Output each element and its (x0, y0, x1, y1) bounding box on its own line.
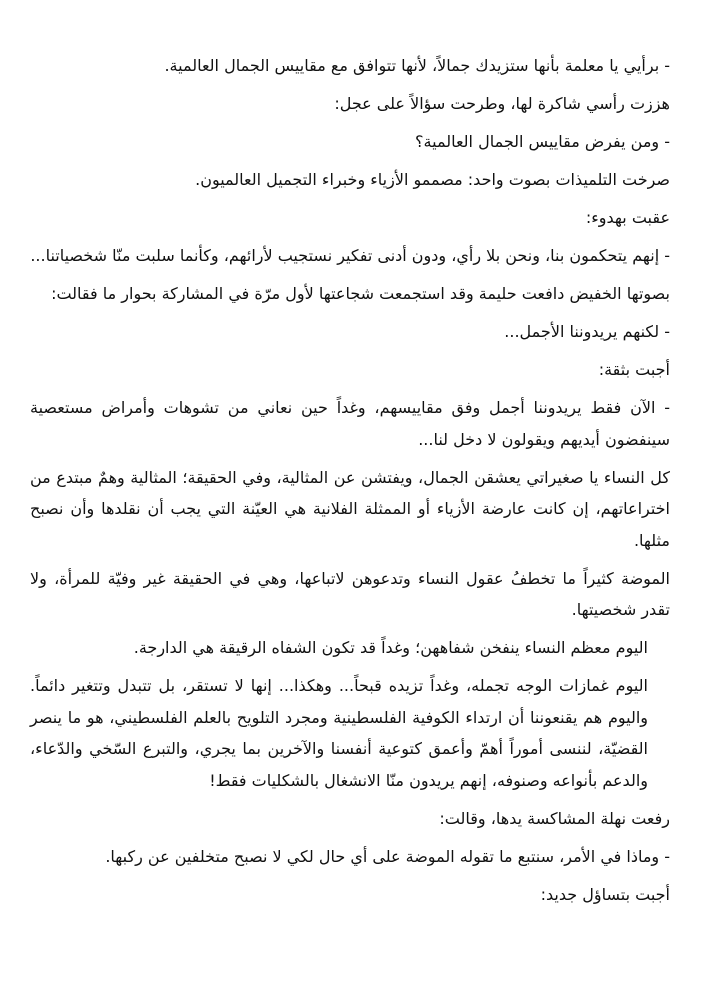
paragraph-17: أجبت بتساؤل جديد: (540, 884, 670, 904)
paragraph-2: هززت رأسي شاكرة لها، وطرحت سؤالاً على عجل: (334, 94, 670, 113)
paragraph-12: الموضة كثيراً ما تخطفُ عقول النساء وتدعوهن لاتباعها، وهي في الحقيقة غير وفيّة للمرأة، ولا تقدر شخصيتها. (30, 568, 670, 619)
paragraph-16: - وماذا في الأمر، سنتبع ما تقوله الموضة على أي حال لكي لا نصبح متخلفين عن ركبها. (105, 846, 670, 866)
paragraph-13: اليوم معظم النساء ينفخن شفاههن؛ وغداً قد تكون الشفاه الرقيقة هي الدارجة. (133, 638, 648, 657)
paragraph-7: بصوتها الخفيض دافعت حليمة وقد استجمعت شجاعتها لأول مرّة في المشاركة بحوار ما فقالت: (51, 284, 670, 303)
paragraph-8: - لكنهم يريدوننا الأجمل... (504, 322, 670, 341)
paragraph-6: - إنهم يتحكمون بنا، ونحن بلا رأي، ودون أدنى تفكير نستجيب لأرائهم، وكأنما سلبت منّا شخصياتنا... (30, 246, 670, 265)
paragraph-11: كل النساء يا صغيراتي يعشقن الجمال، ويفتشن عن المثالية، وفي الحقيقة؛ المثالية وهمٌ مبتدع من اختراعاتهم، إن كانت عارضة الأزياء أو الممثلة الفلانية هي العيّنة التي يجب أن نقلدها وأن نصبح مثلها. (30, 467, 670, 550)
paragraph-14: اليوم غمازات الوجه تجمله، وغداً تزيده قبحاً... وهكذا... إنها لا تستقر، بل تتبدل وتتغير دائماً. واليوم هم يقنعوننا أن ارتداء الكوفية الفلسطينية ومجرد التلويح بالعلم الفلسطيني، هو ما ينصر القضيّة، لننسى أموراً أهمّ وأعمق كتوعية أنفسنا والآخرين بما يجري، والتبرع السّخي والدّعاء، والدعم بأنواعه وصنوفه، إنهم يريدون منّا الانشغال بالشكليات فقط! (30, 676, 648, 790)
paragraph-1: - برأيي يا معلمة بأنها ستزيدك جمالاً، لأنها تتوافق مع مقاييس الجمال العالمية. (164, 56, 670, 75)
paragraph-3: - ومن يفرض مقاييس الجمال العالمية؟ (415, 132, 670, 151)
paragraph-10: - الآن فقط يريدوننا أجمل وفق مقاييسهم، وغداً حين نعاني من تشوهات وأمراض مستعصية سينفضون أيديهم ويقولون لا دخل لنا... (30, 398, 670, 449)
paragraph-5: عقبت بهدوء: (585, 208, 670, 227)
paragraph-15: رفعت نهلة المشاكسة يدها، وقالت: (439, 808, 670, 828)
paragraph-9: أجبت بثقة: (598, 360, 670, 379)
paragraph-4: صرخت التلميذات بصوت واحد: مصممو الأزياء وخبراء التجميل العالميون. (195, 170, 670, 189)
